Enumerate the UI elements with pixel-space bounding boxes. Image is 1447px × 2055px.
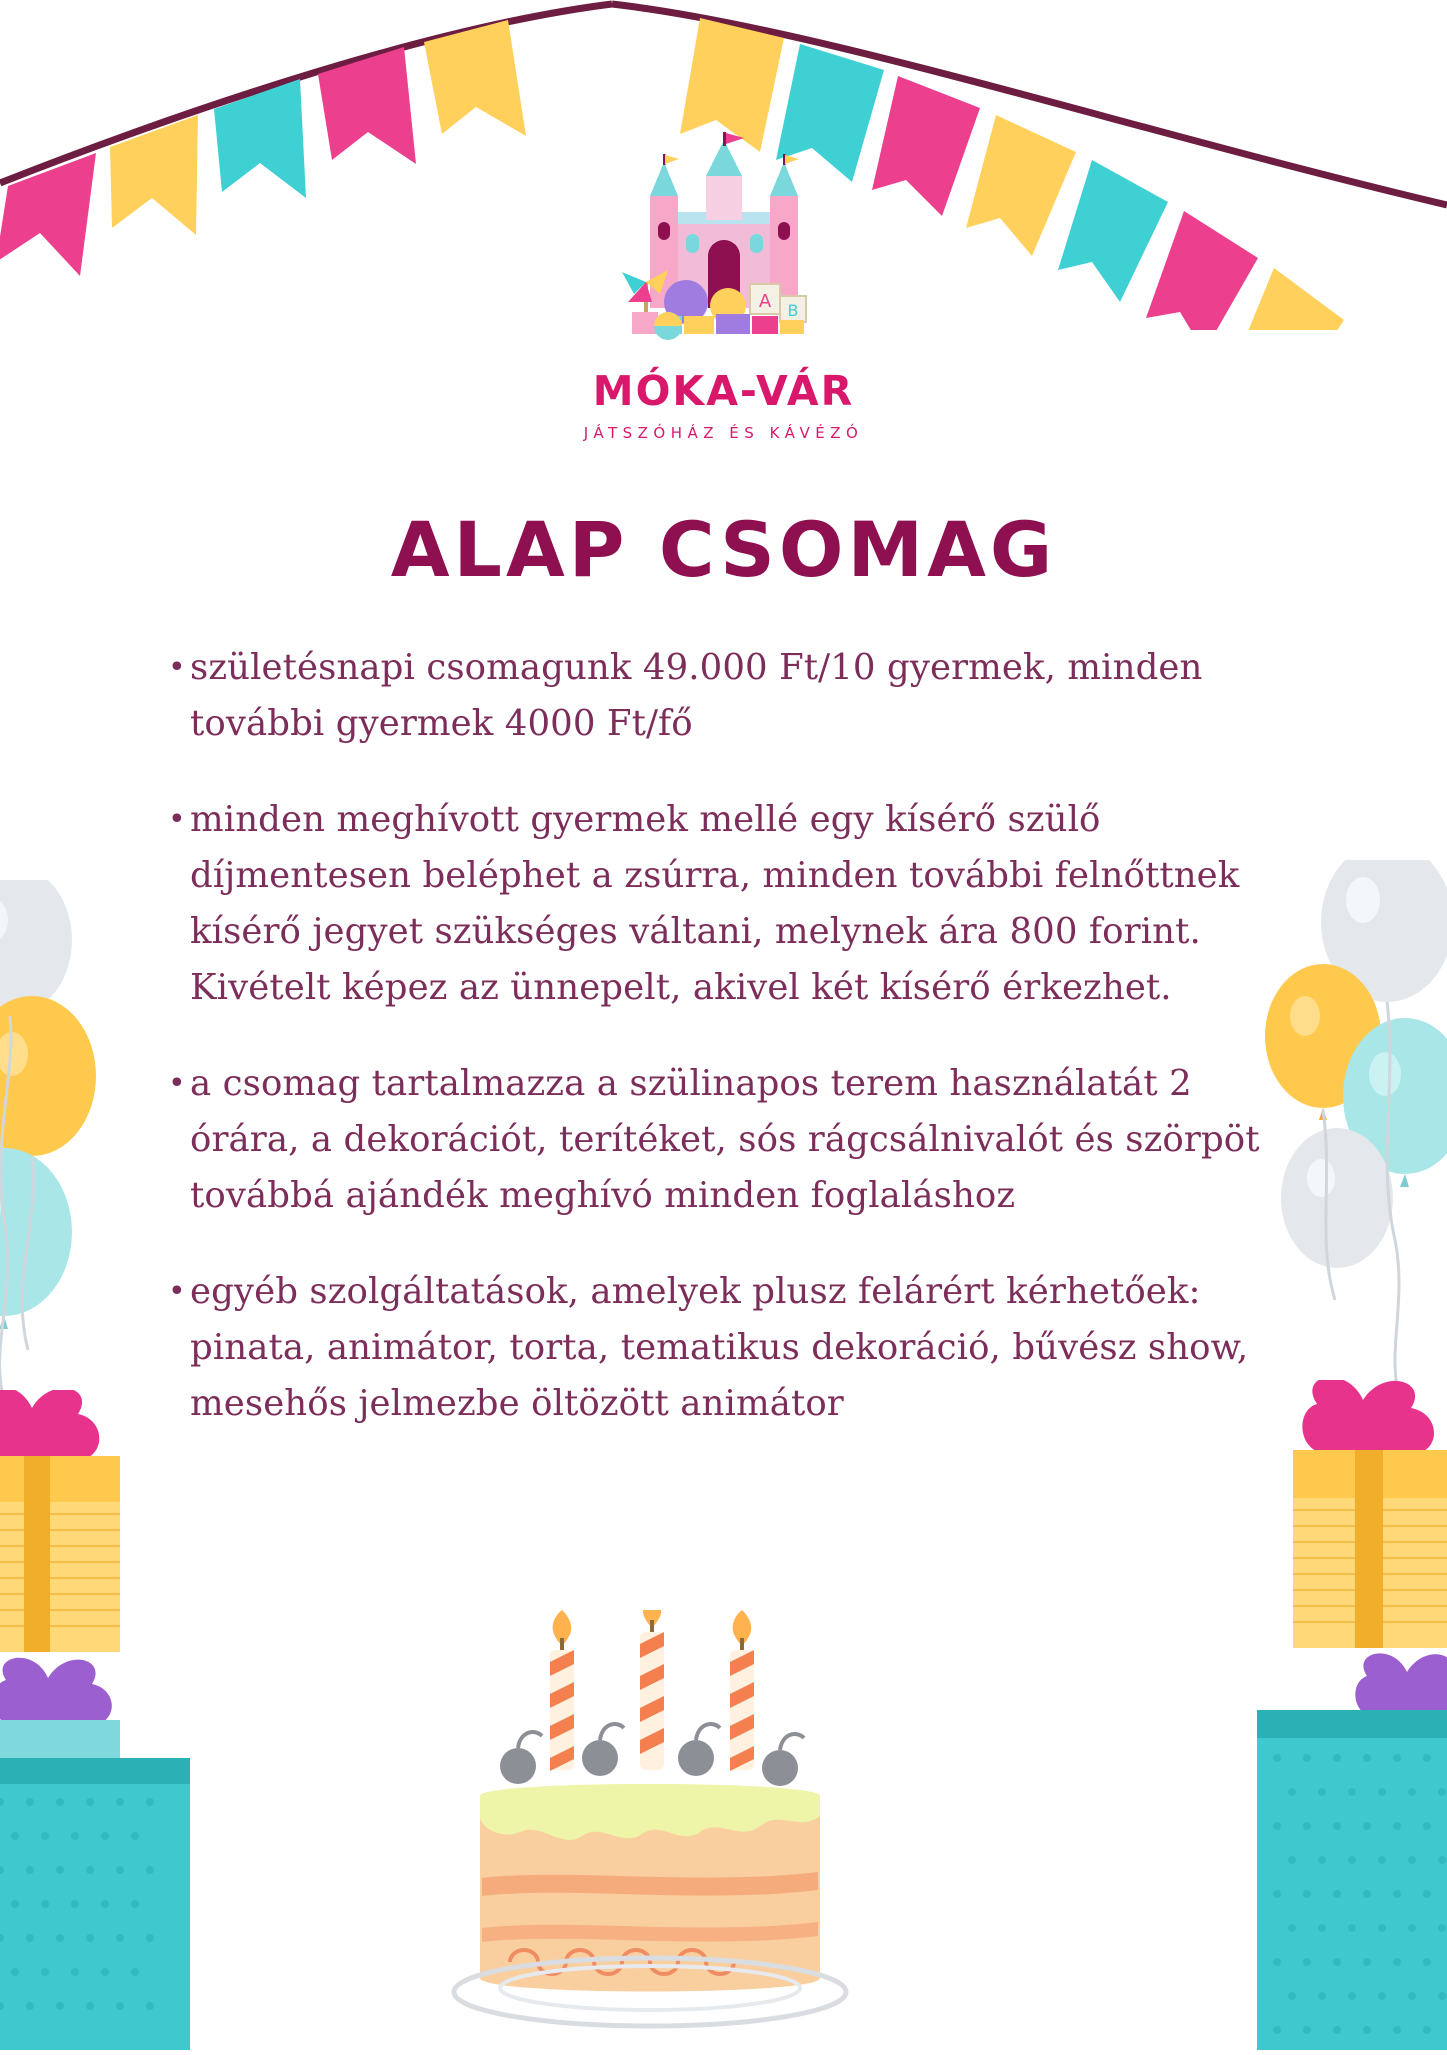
list-item-text: a csomag tartalmazza a szülinapos terem használatát 2 órára, a dekorációt, terítéket, sós rágcsálnivalót és szörpöt továbbá ajándék meghívó minden foglaláshoz xyxy=(190,1063,1260,1216)
castle-toys-icon xyxy=(574,130,874,365)
brand-name: MÓKA-VÁR xyxy=(592,367,855,415)
svg-text:B: B xyxy=(787,301,798,320)
list-item-text: minden meghívott gyermek mellé egy kísérő szülő díjmentesen beléphet a zsúrra, minden további felnőttnek kísérő jegyet szükséges váltani, melynek ára 800 forint. Kivételt képez az ünnepelt, akivel két kísérő érkezhet. xyxy=(190,799,1240,1008)
svg-text:A: A xyxy=(758,291,771,312)
bullet-marker: • xyxy=(168,650,186,685)
page-title: ALAP CSOMAG xyxy=(390,505,1057,594)
gift-boxes-icon xyxy=(1197,1380,1447,2050)
bullet-marker: • xyxy=(168,1274,186,1309)
list-item xyxy=(168,792,1288,1016)
bullet-marker: • xyxy=(168,1066,186,1101)
list-item-text: születésnapi csomagunk 49.000 Ft/10 gyermek, minden további gyermek 4000 Ft/fő xyxy=(190,647,1203,744)
list-item xyxy=(168,640,1288,752)
balloons-icon xyxy=(0,880,160,1440)
list-item-text: egyéb szolgáltatások, amelyek plusz felárért kérhetőek: pinata, animátor, torta, tematikus dekoráció, bűvész show, mesehős jelmezbe öltözött animátor xyxy=(190,1271,1249,1424)
brand-logo xyxy=(0,130,1447,442)
gift-boxes-icon xyxy=(0,1390,240,2050)
bullet-marker: • xyxy=(168,802,186,837)
list-item xyxy=(168,1264,1288,1432)
birthday-cake-icon xyxy=(450,1610,870,2050)
package-details-list xyxy=(168,640,1288,1472)
list-item xyxy=(168,1056,1288,1224)
brand-tagline: JÁTSZÓHÁZ ÉS KÁVÉZÓ xyxy=(583,424,864,442)
